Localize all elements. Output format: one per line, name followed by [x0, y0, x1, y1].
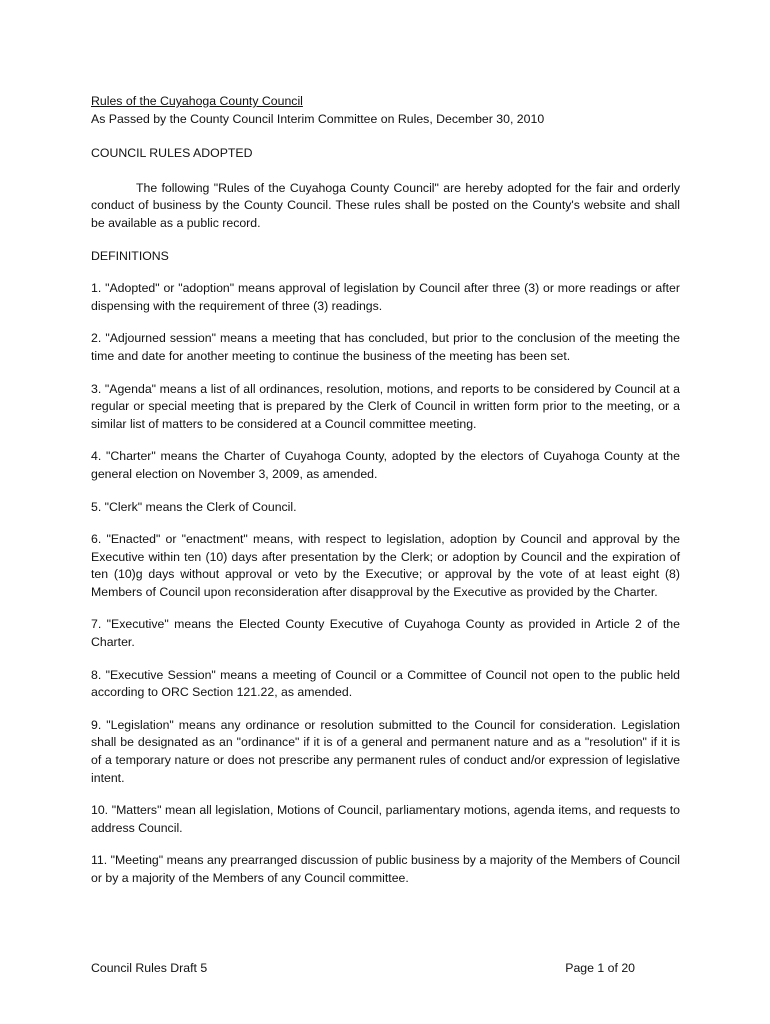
- document-title: Rules of the Cuyahoga County Council: [91, 94, 303, 108]
- definition-item: 1. "Adopted" or "adoption" means approval of legislation by Council after three (3) or more readings or after dispensing with the requirement of three (3) readings.: [91, 281, 680, 313]
- definition-item: 5. "Clerk" means the Clerk of Council.: [91, 499, 297, 514]
- footer-document-label: Council Rules Draft 5: [91, 961, 208, 975]
- definition-item: 2. "Adjourned session" means a meeting that has concluded, but prior to the conclusion of the meeting the time and date for another meeting to continue the business of the meeting has been set.: [91, 331, 680, 363]
- definition-item: 9. "Legislation" means any ordinance or resolution submitted to the Council for consideration. Legislation shall be designated as an "ordinance" if it is of a general and permanent nature and as a "resolution" if it is of a temporary nature or does not prescribe any permanent rules of conduct and/or expression of legislative intent.: [91, 717, 680, 785]
- definition-item: 6. "Enacted" or "enactment" means, with respect to legislation, adoption by Council and approval by the Executive within ten (10) days after presentation by the Clerk; or adoption by Council and the expiration of ten (10)g days without approval or veto by the Executive; or approval by the vote of at least eight (8) Members of Council upon reconsideration after disapproval by the Executive as provided by the Charter.: [91, 532, 680, 599]
- section-heading-adopted: COUNCIL RULES ADOPTED: [91, 146, 253, 161]
- footer-page-number: Page 1 of 20: [565, 961, 635, 975]
- definition-item: 7. "Executive" means the Elected County Executive of Cuyahoga County as provided in Article 2 of the Charter.: [91, 617, 680, 650]
- intro-paragraph: The following "Rules of the Cuyahoga County Council" are hereby adopted for the fair and orderly conduct of business by the County Council. These rules shall be posted on the County's website and shall be available as a public record.: [91, 180, 680, 230]
- definition-item: 8. "Executive Session" means a meeting of Council or a Committee of Council not open to the public held according to ORC Section 121.22, as amended.: [91, 667, 680, 700]
- section-heading-definitions: DEFINITIONS: [91, 248, 169, 263]
- definition-item: 3. "Agenda" means a list of all ordinances, resolution, motions, and reports to be considered by Council at a regular or special meeting that is prepared by the Clerk of Council in written form prior to the meeting, or a similar list of matters to be considered at a Council committee meeting.: [91, 381, 680, 431]
- definition-item: 11. "Meeting" means any prearranged discussion of public business by a majority of the Members of Council or by a majority of the Members of any Council committee.: [91, 853, 680, 885]
- document-subtitle: As Passed by the County Council Interim Committee on Rules, December 30, 2010: [91, 111, 545, 126]
- definition-item: 4. "Charter" means the Charter of Cuyahoga County, adopted by the electors of Cuyahoga County at the general election on November 3, 2009, as amended.: [91, 449, 680, 481]
- definition-item: 10. "Matters" mean all legislation, Motions of Council, parliamentary motions, agenda items, and requests to address Council.: [91, 803, 680, 835]
- document-body: [91, 93, 680, 888]
